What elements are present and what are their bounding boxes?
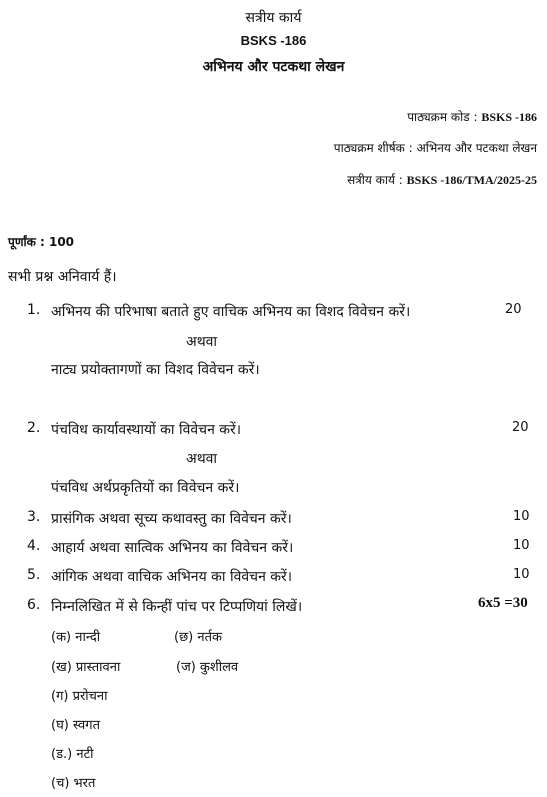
question-text: प्रासंगिक अथवा सूच्य कथावस्तु का विवेचन करें। [51,511,292,527]
course-title-value: अभिनय और पटकथा लेखन [416,141,537,155]
total-marks: पूर्णांक : 100 [8,235,75,249]
assignment-label: सत्रीय कार्य : [347,173,403,187]
option-chha: (छ) नर्तक [174,630,222,645]
question-1-or: अथवा [186,334,218,350]
option-ka: (क) नान्दी [51,630,101,645]
question-2-alternative: पंचविध अर्थप्रकृतियों का विवेचन करें। [51,480,240,496]
question-number: 3. [27,509,41,525]
option-ja: (ज) कुशीलव [176,660,239,675]
question-2-or: अथवा [186,451,218,467]
option-cha: (च) भरत [51,776,96,791]
question-marks: 20 [505,302,522,317]
question-2 [0,420,547,440]
question-4 [0,538,547,558]
question-5 [0,567,547,587]
question-text: निम्नलिखित में से किन्हीं पांच पर टिप्पणियां लिखें। [51,599,303,615]
question-number: 1. [27,302,41,318]
question-marks: 6x5 =30 [478,595,528,611]
document-title: सत्रीय कार्य [245,10,302,26]
question-text: आहार्य अथवा सात्विक अभिनय का विवेचन करें। [51,540,294,556]
question-text: आंगिक अथवा वाचिक अभिनय का विवेचन करें। [51,569,293,585]
question-1 [0,302,547,322]
option-gha: (घ) स्वगत [51,718,100,733]
question-3 [0,509,547,529]
question-marks: 10 [513,567,530,582]
course-code-label: पाठ्यक्रम कोड : [407,110,478,124]
option-ga: (ग) प्ररोचना [51,689,108,704]
question-number: 4. [27,538,41,554]
course-code-line [407,108,537,125]
course-title-line [334,139,537,156]
question-marks: 10 [513,509,530,524]
question-text: पंचविध कार्यावस्थायों का विवेचन करें। [51,422,242,438]
assignment-line [347,171,537,188]
assignment-value: BSKS -186/TMA/2025-25 [406,173,537,187]
course-code-heading: BSKS -186 [240,33,307,48]
question-text: अभिनय की परिभाषा बताते हुए वाचिक अभिनय का विशद विवेचन करें। [51,304,411,320]
question-6 [0,597,547,619]
option-kha: (ख) प्रास्तावना [51,660,121,675]
instruction-text: सभी प्रश्न अनिवार्य हैं। [8,269,117,285]
question-number: 6. [27,597,41,613]
course-title-label: पाठ्यक्रम शीर्षक : [333,141,413,155]
question-number: 2. [27,420,41,436]
question-marks: 20 [512,420,529,435]
question-number: 5. [27,567,41,583]
course-code-value: BSKS -186 [481,110,537,124]
question-1-alternative: नाट्य प्रयोक्तागणों का विशद विवेचन करें। [51,362,260,378]
course-subtitle: अभिनय और पटकथा लेखन [202,59,345,75]
option-da: (ड.) नटी [51,747,94,762]
question-marks: 10 [513,538,530,553]
